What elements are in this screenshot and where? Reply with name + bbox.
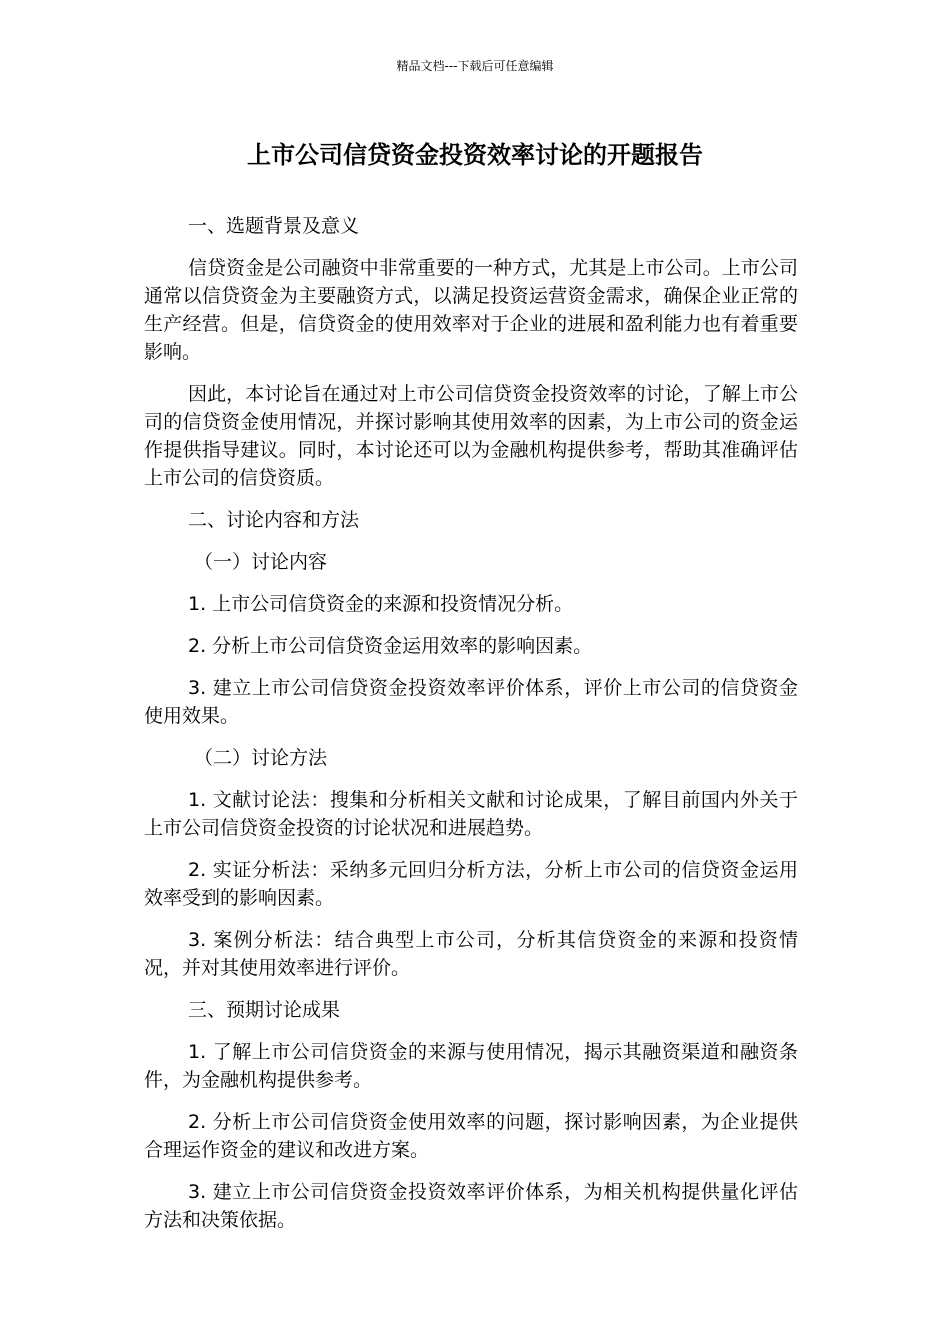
section-heading-content-methods: 二、讨论内容和方法 (188, 509, 360, 531)
outcome-item-2: 2. 分析上市公司信贷资金使用效率的问题，探讨影响因素，为企业提供合理运作资金的建议和改进方案。 (144, 1111, 798, 1161)
outcome-item-3: 3. 建立上市公司信贷资金投资效率评价体系，为相关机构提供量化评估方法和决策依据。 (144, 1181, 798, 1231)
method-item-3: 3. 案例分析法：结合典型上市公司，分析其信贷资金的来源和投资情况，并对其使用效率进行评价。 (144, 929, 798, 979)
document-title: 上市公司信贷资金投资效率讨论的开题报告 (247, 141, 703, 169)
paragraph-background-2: 因此，本讨论旨在通过对上市公司信贷资金投资效率的讨论，了解上市公司的信贷资金使用情况，并探讨影响其使用效率的因素，为上市公司的资金运作提供指导建议。同时，本讨论还可以为金融机构提供参考，帮助其准确评估上市公司的信贷资质。 (144, 383, 798, 489)
paragraph-background-1: 信贷资金是公司融资中非常重要的一种方式，尤其是上市公司。上市公司通常以信贷资金为主要融资方式，以满足投资运营资金需求，确保企业正常的生产经营。但是，信贷资金的使用效率对于企业的进展和盈利能力也有着重要影响。 (144, 257, 798, 363)
outcome-item-1: 1. 了解上市公司信贷资金的来源与使用情况，揭示其融资渠道和融资条件，为金融机构提供参考。 (144, 1041, 798, 1091)
content-item-3: 3. 建立上市公司信贷资金投资效率评价体系，评价上市公司的信贷资金使用效果。 (144, 677, 798, 727)
subheading-methods: （二）讨论方法 (194, 747, 328, 769)
method-item-2: 2. 实证分析法：采纳多元回归分析方法，分析上市公司的信贷资金运用效率受到的影响因素。 (144, 859, 798, 909)
content-item-1: 1. 上市公司信贷资金的来源和投资情况分析。 (188, 593, 574, 615)
section-heading-outcomes: 三、预期讨论成果 (188, 999, 341, 1021)
content-item-2: 2. 分析上市公司信贷资金运用效率的影响因素。 (188, 635, 593, 657)
subheading-content: （一）讨论内容 (194, 551, 328, 573)
method-item-1: 1. 文献讨论法：搜集和分析相关文献和讨论成果，了解目前国内外关于上市公司信贷资金投资的讨论状况和进展趋势。 (144, 789, 798, 839)
section-heading-background: 一、选题背景及意义 (188, 215, 360, 237)
document-body (144, 212, 798, 1248)
header-note: 精品文档---下载后可任意编辑 (396, 59, 554, 73)
